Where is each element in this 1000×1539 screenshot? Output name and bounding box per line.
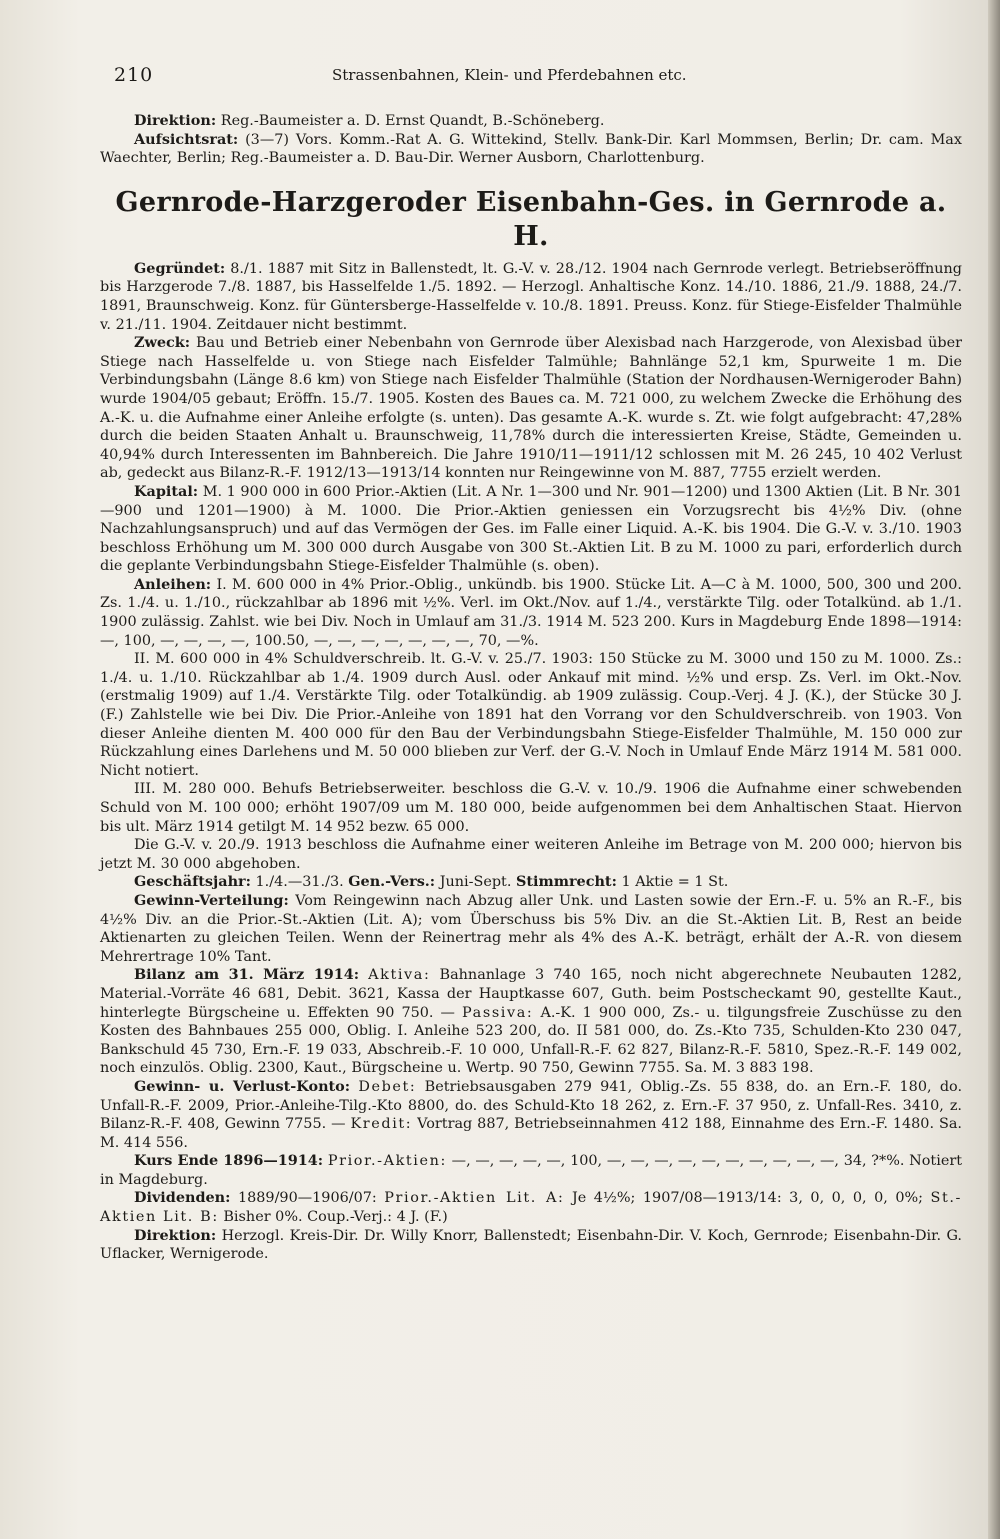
page-content: [100, 112, 962, 1264]
prev-aufsichtsrat: [100, 131, 962, 168]
gewinnverteilung-section: [100, 892, 962, 966]
kurs-sub-label: Prior.-Aktien:: [327, 1153, 447, 1170]
kapital-text: M. 1 900 000 in 600 Prior.-Aktien (Lit. A Nr. 1—300 und Nr. 901—1200) und 1300 Aktien (Lit. B Nr. 301—900 und 1201—1900) à M. 1000. Die Prior.-Aktien geniessen ein Vorzugsrecht bis 4½% Div. (ohne Nachzahlungsanspruch) und auf das Vermögen der Ges. im Falle einer Liquid. A.-K. bis 1904. Die G.-V. v. 3./10. 1903 beschloss Erhöhung um M. 300 000 durch Ausgabe von 300 St.-Aktien Lit. B zu M. 1000 zu pari, erforderlich durch die geplante Verbindungsbahn Stiege-Eisfelder Thalmühle (s. oben).: [100, 483, 962, 575]
dividenden-text-2: Je 4½%; 1907/08—1913/14: 3, 0, 0, 0, 0, 0%;: [571, 1190, 924, 1207]
bilanz-aktiva-text: Bahnanlage 3 740 165, noch nicht abgerechnete Neubauten 1282, Material.-Vorräte 46 681, Debit. 3621, Kassa der Hauptkasse 607, Guth. beim Postscheckamt 90, gestellte Kaut., hinterlegte Bürgscheine u. Effekten 90 750. —: [100, 967, 962, 1021]
prev-aufsichtsrat-text: (3—7) Vors. Komm.-Rat A. G. Wittekind, Stellv. Bank-Dir. Karl Mommsen, Berlin; Dr. cam. Max Waechter, Berlin; Reg.-Baumeister a. D. Bau-Dir. Werner Ausborn, Charlottenburg.: [100, 131, 962, 167]
stimmrecht-text: 1 Aktie = 1 St.: [621, 874, 729, 891]
gewinnverteilung-label: Gewinn-Verteilung:: [134, 891, 289, 909]
stimmrecht-label: Stimmrecht:: [516, 873, 617, 891]
genvers-text: Juni-Sept.: [439, 874, 512, 891]
direktion-label: Direktion:: [134, 1226, 217, 1244]
bilanz-section: [100, 966, 962, 1078]
geschaeftsjahr-text: 1./4.—31./3.: [255, 874, 344, 891]
guv-debet-text: Betriebsausgaben 279 941, Oblig.-Zs. 55 838, do. an Ern.-F. 180, do. Unfall-R.-F. 2009, Prior.-Anleihe-Tilg.-Kto 8800, do. des Schuld-Kto 18 262, z. Ern.-F. 37 950, z. Unfall-Res. 3410, z. Bilanz-R.-F. 408, Gewinn 7755. —: [100, 1078, 963, 1133]
prev-direktion-label: Direktion:: [134, 112, 217, 129]
prev-direktion: [100, 112, 962, 131]
direktion-section: [100, 1227, 962, 1264]
dividenden-text-1: 1889/90—1906/07:: [237, 1190, 377, 1207]
genvers-label: Gen.-Vers.:: [348, 873, 436, 891]
page-number: 210: [114, 64, 154, 86]
dividenden-label: Dividenden:: [134, 1189, 231, 1207]
kurs-text: —, —, —, —, —, 100, —, —, —, —, —, —, —, —, —, —, 34, ?*%. Notiert in Magdeburg.: [100, 1153, 962, 1188]
prev-direktion-text: Reg.-Baumeister a. D. Ernst Quandt, B.-Schöneberg.: [220, 113, 605, 129]
dividenden-section: [100, 1189, 962, 1226]
geschaeftsjahr-section: [100, 873, 962, 892]
zweck-section: [100, 334, 962, 483]
dividenden-st-label: St.-Aktien Lit. B:: [100, 1190, 962, 1226]
guv-label: Gewinn- u. Verlust-Konto:: [134, 1077, 351, 1095]
dividenden-prior-label: Prior.-Aktien Lit. A:: [384, 1190, 565, 1207]
kurs-label: Kurs Ende 1896—1914:: [134, 1152, 324, 1170]
anleihen-iii: III. M. 280 000. Behufs Betriebserweiter. beschloss die G.-V. v. 10./9. 1906 die Aufnahme einer schwebenden Schuld von M. 100 000; erhöht 1907/09 um M. 180 000, beide aufgenommen bei dem Anhaltischen Staat. Hiervon bis ult. März 1914 getilgt M. 14 952 bezw. 65 000.: [100, 781, 962, 835]
gegruendet-section: [100, 260, 962, 334]
anleihen-iv: Die G.-V. v. 20./9. 1913 beschloss die Aufnahme einer weiteren Anleihe im Betrage von M. 200 000; hiervon bis jetzt M. 30 000 abgehoben.: [100, 837, 962, 872]
guv-kredit-text: Vortrag 887, Betriebseinnahmen 412 188, Einnahme des Ern.-F. 1480. Sa. M. 414 556.: [100, 1116, 962, 1151]
bilanz-passiva-label: Passiva:: [462, 1004, 534, 1021]
company-title: Gernrode-Harzgeroder Eisenbahn-Ges. in Gernrode a. H.: [115, 186, 947, 252]
dividenden-text-3: Bisher 0%. Coup.-Verj.: 4 J. (F.): [223, 1209, 448, 1226]
guv-debet-label: Debet:: [358, 1078, 417, 1095]
geschaeftsjahr-label: Geschäftsjahr:: [134, 873, 251, 891]
bilanz-passiva-text: A.-K. 1 900 000, Zs.- u. tilgungsfreie Zuschüsse zu den Kosten des Bahnbaues 255 000, Oblig. I. Anleihe 523 200, do. II 581 000, do. Zs.-Kto 735, Schulden-Kto 230 047, Bankschuld 45 730, Ern.-F. 19 033, Abschreib.-F. 10 000, Unfall-R.-F. 62 827, Bilanz-R.-F. 5810, Spez.-R.-F. 149 002, noch einzulös. Oblig. 2300, Kaut., Bürgscheine u. Wertp. 90 750, Gewinn 7755. Sa. M. 3 883 198.: [100, 1004, 962, 1077]
running-title: Strassenbahnen, Klein- und Pferdebahnen etc.: [332, 66, 687, 84]
kapital-label: Kapital:: [134, 482, 199, 500]
gegruendet-label: Gegründet:: [134, 259, 226, 277]
anleihen-label: Anleihen:: [134, 575, 212, 593]
bilanz-label: Bilanz am 31. März 1914:: [134, 966, 360, 984]
guv-section: [100, 1078, 962, 1152]
kapital-section: [100, 483, 962, 576]
page-edge-shadow: [988, 0, 1000, 1539]
anleihen-ii: II. M. 600 000 in 4% Schuldverschreib. lt. G.-V. v. 25./7. 1903: 150 Stücke zu M. 3000 und 150 zu M. 1000. Zs.: 1./4. u. 1./10. Rückzahlbar ab 1./4. 1909 durch Ausl. oder Ankauf mit mind. ½% und ersp. Zs. Verl. im Okt.-Nov. (erstmalig 1909) auf 1./4. Verstärkte Tilg. oder Totalkündig. ab 1909 zulässig. Coup.-Verj. 4 J. (K.), der Stücke 30 J. (F.) Zahlstelle wie bei Div. Die Prior.-Anleihe von 1891 hat den Vorrang vor den Schuldverschreib. von 1903. Von dieser Anleihe dienten M. 400 000 für den Bau der Verbindungsbahn Stiege-Eisfelder Thalmühle, M. 150 000 zur Rückzahlung eines Darlehens und M. 50 000 blieben zur Verf. der G.-V. Noch in Umlauf Ende März 1914 M. 581 000. Nicht notiert.: [100, 651, 962, 779]
prev-aufsichtsrat-label: Aufsichtsrat:: [134, 130, 239, 148]
gewinnverteilung-text: Vom Reingewinn nach Abzug aller Unk. und Lasten sowie der Ern.-F. u. 5% an R.-F., bis 4½% Div. an die Prior.-St.-Aktien (Lit. A); vom Überschuss bis 5% Div. an die St.-Aktien Lit. B, Rest an beide Aktienarten zu gleichen Teilen. Wenn der Reinertrag mehr als 4% des A.-K. beträgt, erhält der A.-R. von diesem Mehrertrage 10% Tant.: [100, 892, 962, 965]
page-header: [100, 64, 962, 88]
kurs-section: [100, 1152, 962, 1189]
bilanz-aktiva-label: Aktiva:: [368, 967, 431, 984]
anleihen-section: [100, 576, 962, 650]
zweck-text: Bau und Betrieb einer Nebenbahn von Gernrode über Alexisbad nach Harzgerode, von Alexisbad über Stiege nach Hasselfelde u. von Stiege nach Eisfelder Talmühle; Bahnlänge 52,1 km, Spurweite 1 m. Die Verbindungsbahn (Länge 8.6 km) von Stiege nach Eisfelder Thalmühle (Station der Nordhausen-Wernigeroder Bahn) wurde 1904/05 gebaut; Eröffn. 15./7. 1905. Kosten des Baues ca. M. 721 000, zu welchem Zwecke die Erhöhung des A.-K. u. die Aufnahme einer Anleihe erfolgte (s. unten). Das gesamte A.-K. wurde s. Zt. wie folgt aufgebracht: 47,28% durch die beiden Staaten Anhalt u. Braunschweig, 11,78% durch die interessierten Kreise, Städte, Gemeinden u. 40,94% durch Interessenten im Bahnbereich. Die Jahre 1910/11—1911/12 schlossen mit M. 26 245, 10 402 Verlust ab, gedeckt aus Bilanz-R.-F. 1912/13—1913/14 konnten nur Reingewinne von M. 887, 7755 erzielt werden.: [100, 335, 962, 482]
anleihen-text-1: I. M. 600 000 in 4% Prior.-Oblig., unkündb. bis 1900. Stücke Lit. A—C à M. 1000, 500, 300 und 200. Zs. 1./4. u. 1./10., rückzahlbar ab 1896 mit ½%. Verl. im Okt./Nov. auf 1./4., verstärkte Tilg. oder Totalkünd. ab 1./1. 1900 zulässig. Zahlst. wie bei Div. Noch in Umlauf am 31./3. 1914 M. 523 200. Kurs in Magdeburg Ende 1898—1914: —, 100, —, —, —, —, 100.50, —, —, —, —, —, —, —, 70, —%.: [100, 576, 963, 649]
zweck-label: Zweck:: [134, 334, 191, 352]
direktion-text: Herzogl. Kreis-Dir. Dr. Willy Knorr, Ballenstedt; Eisenbahn-Dir. V. Koch, Gernrode; Eisenbahn-Dir. G. Uflacker, Wernigerode.: [100, 1227, 963, 1263]
guv-kredit-label: Kredit:: [350, 1116, 413, 1133]
gegruendet-text: 8./1. 1887 mit Sitz in Ballenstedt, lt. G.-V. v. 28./12. 1904 nach Gernrode verlegt. Betriebseröffnung bis Harzgerode 7./8. 1887, bis Hasselfelde 1./5. 1892. — Herzogl. Anhaltische Konz. 14./10. 1886, 21./9. 1888, 24./7. 1891, Braunschweig. Konz. für Güntersberge-Hasselfelde v. 10./8. 1891. Preuss. Konz. für Stiege-Eisfelder Thalmühle v. 21./11. 1904. Zeitdauer nicht bestimmt.: [100, 260, 962, 333]
